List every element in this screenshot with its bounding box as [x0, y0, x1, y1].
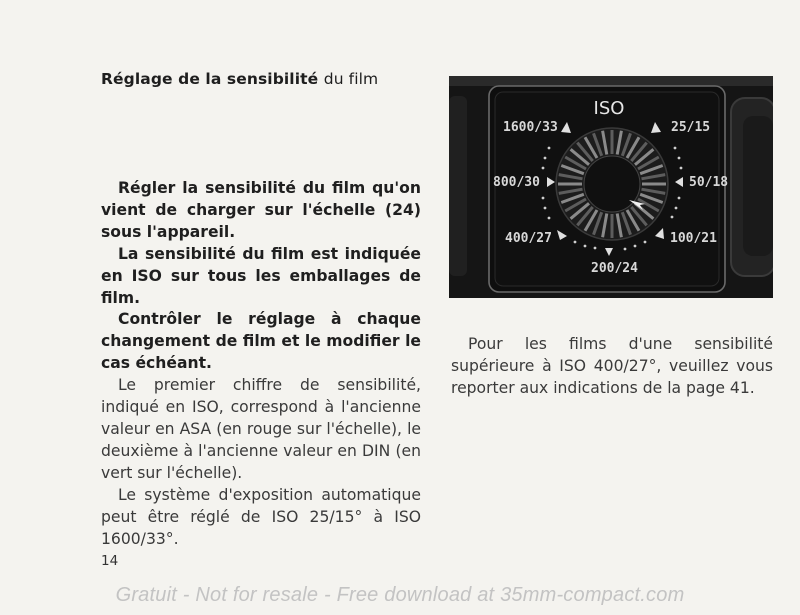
right-column-text — [451, 333, 773, 400]
footer-watermark: Gratuit - Not for resale - Free download at 35mm-compact.com — [115, 584, 685, 606]
dial-label-200: 200/24 — [591, 261, 638, 276]
paragraph-right-1: Pour les films d'une sensibilité supérieure à ISO 400/27°, veuillez vous reporter aux indications de la page 41. — [451, 335, 773, 398]
dial-label-1600: 1600/33 — [503, 120, 558, 135]
paragraph-1: Régler la sensibilité du film qu'on vient de charger sur l'échelle (24) sous l'appareil. — [101, 179, 421, 241]
iso-dial-photo — [449, 76, 773, 298]
iso-dial-illustration — [449, 76, 773, 298]
page-number: 14 — [101, 553, 119, 569]
heading-regular: du film — [323, 70, 379, 88]
dial-label-100: 100/21 — [670, 231, 717, 246]
paragraph-4: Le premier chiffre de sensibilité, indiqué en ISO, correspond à l'ancienne valeur en ASA (en rouge sur l'échelle), le deuxième à l'ancienne valeur en DIN (en vert sur l'échelle). — [101, 376, 421, 482]
dial-label-50: 50/18 — [689, 175, 729, 190]
paragraph-5: Le système d'exposition automatique peut être réglé de ISO 25/15° à ISO 1600/33°. — [101, 485, 421, 548]
paragraph-3: Contrôler le réglage à chaque changement de film et le modifier le cas échéant. — [101, 310, 421, 373]
section-heading — [101, 70, 378, 88]
dial-iso-label: ISO — [593, 98, 625, 119]
dial-label-25: 25/15 — [671, 120, 711, 135]
dial-label-400: 400/27 — [505, 231, 552, 246]
left-column-text — [101, 178, 421, 550]
paragraph-2: La sensibilité du film est indiquée en ISO sur tous les emballages de film. — [101, 244, 421, 307]
dial-label-800: 800/30 — [493, 175, 540, 190]
heading-bold: Réglage de la sensibilité — [101, 70, 319, 88]
